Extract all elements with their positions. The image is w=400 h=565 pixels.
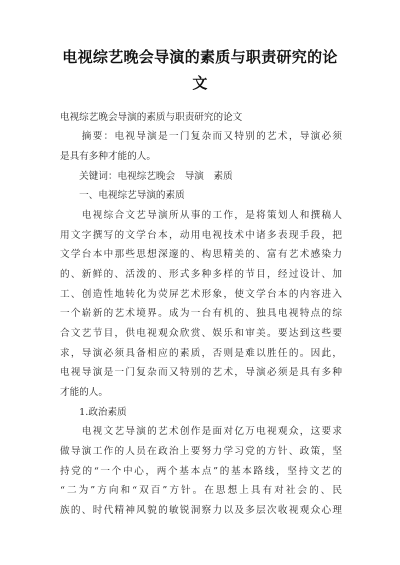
subsection-heading-1: 1.政治素质 bbox=[60, 407, 127, 418]
paragraph-line: 持党的“一个中心，两个基本点”的基本路线，坚持文艺的 bbox=[60, 466, 342, 477]
paragraph-line: 的、新鲜的、活泼的、形式多种多样的节目，经过设计、加 bbox=[60, 269, 342, 280]
paragraph-line: 合文艺节目，供电视观众欣赏、娱乐和审美。要达到这些要 bbox=[60, 328, 342, 339]
document-title-line-2: 文 bbox=[192, 74, 208, 92]
keywords-line: 关键词：电视综艺晚会 导演 素质 bbox=[60, 171, 233, 182]
paragraph-line: 工、创造性地转化为荧屏艺术形象，使文学台本的内容进入 bbox=[60, 289, 342, 300]
paragraph-line: 做导演工作的人员在政治上要努力学习党的方针、政策，坚 bbox=[60, 446, 342, 457]
paragraph-line: 电视综合文艺导演所从事的工作，是将策划人和撰稿人 bbox=[60, 210, 342, 221]
paragraph-line: 电视文艺导演的艺术创作是面对亿万电视观众，这要求 bbox=[60, 426, 342, 437]
section-heading-1: 一、电视综艺导演的素质 bbox=[60, 190, 185, 201]
subtitle-repeat: 电视综艺晚会导演的素质与职责研究的论文 bbox=[60, 112, 243, 123]
paragraph-line: 求，导演必须具备相应的素质，否则是难以胜任的。因此， bbox=[60, 348, 342, 359]
paragraph-line: 文学台本中那些思想深邃的、构思精美的、富有艺术感染力 bbox=[60, 249, 342, 260]
document-title-line-1: 电视综艺晚会导演的素质与职责研究的论 bbox=[62, 48, 338, 66]
paragraph-line: “二为”方向和“双百”方针。在思想上具有对社会的、民 bbox=[60, 485, 342, 496]
paragraph-line: 用文字撰写的文学台本，动用电视技术中诸多表现手段，把 bbox=[60, 230, 342, 241]
paragraph-line: 电视导演是一门复杂而又特别的艺术，导演必须是具有多种 bbox=[60, 367, 342, 378]
paragraph-line: 才能的人。 bbox=[60, 387, 108, 398]
abstract-line-2: 是具有多种才能的人。 bbox=[60, 151, 156, 162]
paragraph-line: 一个崭新的艺术境界。成为一台有机的、独具电视特点的综 bbox=[60, 308, 342, 319]
paragraph-line: 族的、时代精神风貌的敏锐洞察力以及多层次收视观众心理 bbox=[60, 505, 342, 516]
abstract-line-1: 摘要：电视导演是一门复杂而又特别的艺术，导演必须 bbox=[60, 131, 342, 142]
